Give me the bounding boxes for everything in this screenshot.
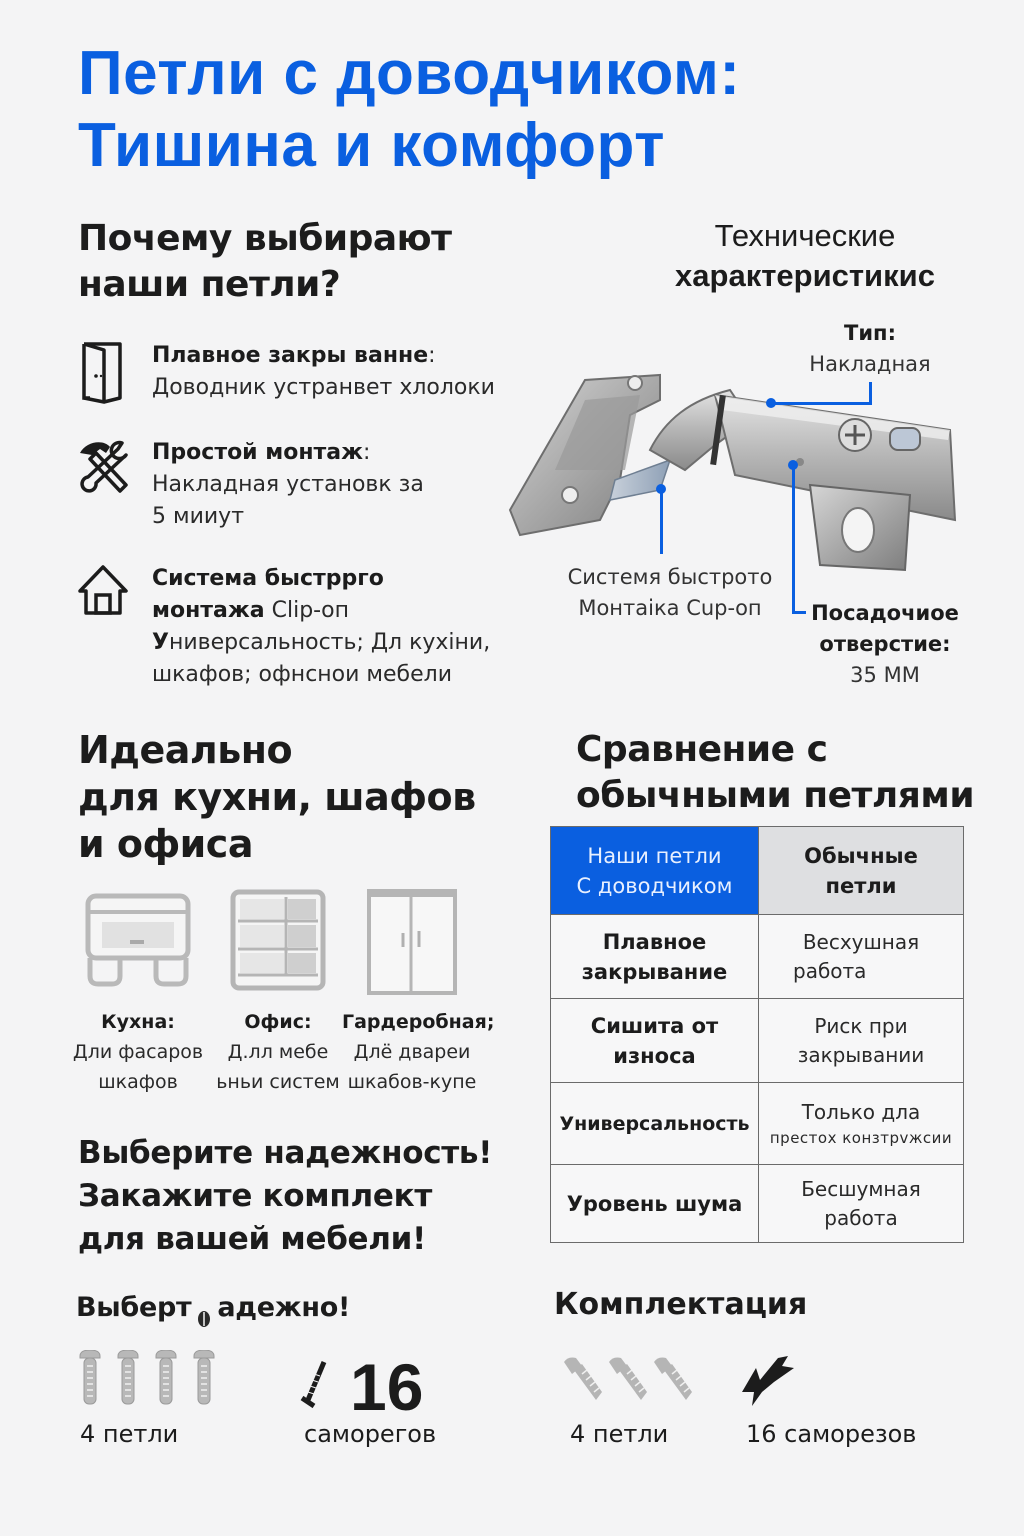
leader-dot-hole: [788, 460, 798, 470]
table-header-row: [551, 827, 964, 915]
table-row: [551, 999, 964, 1083]
usage-desc: Длё двареи: [353, 1041, 471, 1063]
comparison-section-title: [576, 727, 974, 819]
leader-line-type-v: [869, 382, 872, 405]
callout-hole-value: 35 ММ: [850, 663, 920, 687]
door-icon: [76, 340, 136, 410]
cell-line2: закрывание: [581, 959, 728, 984]
comparison-title-line2: обычными петлями: [576, 775, 975, 816]
header-our-hinges: [551, 827, 759, 915]
cell-line2: работа: [824, 1205, 898, 1230]
header-regular-hinges: [759, 827, 964, 915]
feature-title-line2: монтажа: [152, 598, 265, 623]
callout-mounting-hole: [805, 598, 965, 691]
kit-left-title: [76, 1288, 350, 1328]
feature-desc-line2: 5 мииут: [152, 504, 245, 529]
kit-left-screws-label: саморегов: [304, 1420, 437, 1448]
usage-wardrobe: [342, 885, 495, 1097]
callout-hole-label: Посадочиое: [811, 601, 959, 625]
cell-line1: Риск при: [814, 1013, 908, 1038]
feature-desc: Накладная установк за: [152, 472, 424, 497]
office-shelf-icon: [208, 885, 348, 995]
feature-title: Система быстррго: [152, 566, 384, 591]
tech-title-line1: Технические: [714, 218, 896, 253]
cell-line1: Сишита от: [590, 1013, 719, 1038]
cell-line1: Уровень шума: [566, 1191, 743, 1216]
cta-line2: Закажите комплект: [78, 1178, 432, 1214]
house-icon: [76, 563, 136, 633]
leader-line-hole-h: [792, 611, 806, 614]
leader-dot-clip: [656, 484, 666, 494]
hinge-photo: [500, 360, 970, 590]
header-other-line1: Обычные: [804, 843, 918, 868]
feature-clip-on: [76, 563, 490, 691]
usage-desc-line2: шкафов: [98, 1071, 178, 1093]
cta-line1: Выберите надежность!: [78, 1135, 493, 1171]
cell-line1: Весхушная: [802, 929, 920, 954]
table-row: [551, 915, 964, 999]
angled-screws-icon: [562, 1356, 696, 1410]
table-cell-regular: [759, 1083, 964, 1165]
kitchen-cabinet-icon: [68, 885, 208, 995]
leaf-glyph-icon: [195, 1300, 213, 1318]
tech-title-line2: характеристикис: [675, 258, 935, 293]
call-to-action: [78, 1132, 492, 1261]
ideal-title-line2: для кухни, шафов: [78, 775, 476, 819]
cell-line1: Бесшумная: [801, 1176, 921, 1201]
page-title-line1: Петли с доводчиком:: [78, 39, 741, 108]
feature-title: Плавное закры ванне: [152, 343, 429, 368]
ideal-title-line3: и офиса: [78, 822, 253, 866]
feature-title-suffix: Clip-оп: [264, 598, 349, 623]
ideal-title-line1: Идеально: [78, 728, 293, 772]
kit-right-title: Комплектация: [554, 1287, 808, 1322]
why-section-title: [78, 216, 452, 308]
leader-line-type: [770, 402, 872, 405]
callout-clip-line2: Монтаiка Cup-оп: [578, 596, 762, 620]
feature-desc: Доводник устранвет хлолоки: [152, 375, 495, 400]
comparison-title-line1: Сравнение с: [576, 729, 828, 770]
usage-office: [208, 885, 348, 1097]
table-cell-regular: [759, 1165, 964, 1243]
table-cell-feature: [551, 1165, 759, 1243]
leader-dot-type: [766, 398, 776, 408]
cell-line2: закрывании: [797, 1042, 925, 1067]
cell-line1: Только дла: [801, 1100, 921, 1124]
feature-desc: ниверсальность; Дл кухiни,: [168, 630, 491, 655]
hinge-screws-icon: [78, 1350, 218, 1414]
usage-desc-line2: ьньи систем: [216, 1071, 340, 1093]
page-title-line2: Тишина и комфорт: [78, 111, 665, 180]
table-row: [551, 1165, 964, 1243]
cell-line2: работа: [793, 958, 867, 983]
usage-desc: Д.лл мебе: [227, 1041, 329, 1063]
kit-left-title-a: Выберт: [76, 1292, 192, 1323]
callout-clip-line1: Системя быстрото: [567, 565, 773, 589]
table-cell-regular: [759, 999, 964, 1083]
ideal-section-title: [78, 727, 476, 868]
feature-desc-line2: шкафов; офнснои мебели: [152, 662, 453, 687]
kit-left-title-b: адежно!: [217, 1292, 350, 1323]
header-other-line2: петли: [825, 873, 897, 898]
table-row: [551, 1083, 964, 1165]
cell-line2: престох конзтрvжсии: [769, 1129, 953, 1147]
usage-label: Кухна:: [101, 1011, 175, 1033]
callout-hole-label-line2: отверстие:: [819, 632, 951, 656]
table-cell-regular: [759, 915, 964, 999]
kit-left-hinges-label: 4 петли: [80, 1420, 179, 1448]
wardrobe-icon: [342, 885, 482, 995]
leader-line-clip: [660, 490, 663, 554]
cell-line1: Универсальность: [559, 1112, 750, 1135]
cell-line1: Плавное: [602, 929, 707, 954]
feature-easy-install: [76, 437, 424, 533]
usage-desc-line2: шкабов-купе: [347, 1071, 477, 1093]
callout-type-label: Тип:: [844, 321, 896, 345]
callout-clip-system: [555, 562, 785, 624]
usage-desc: Дли фасаров: [72, 1041, 204, 1063]
cta-line3: для вашей мебели!: [78, 1221, 426, 1257]
screw-icon: [298, 1360, 328, 1414]
leader-line-hole: [792, 464, 795, 614]
why-title-line1: Почему выбирают: [78, 218, 452, 259]
tech-section-title: [600, 216, 1010, 296]
usage-label: Гардеробная;: [342, 1011, 495, 1033]
usage-label: Офис:: [244, 1011, 312, 1033]
why-title-line2: наши петли?: [78, 264, 341, 305]
cell-line2: износа: [613, 1043, 696, 1068]
feature-title-suffix: :: [363, 440, 371, 465]
feature-smooth-closing: [76, 340, 495, 410]
tools-icon: [76, 437, 136, 507]
page-title: [78, 38, 741, 182]
screw-bundle-icon: [738, 1352, 798, 1412]
feature-title-suffix: :: [428, 343, 436, 368]
kit-left-screws-count: 16: [350, 1350, 424, 1424]
table-cell-feature: [551, 915, 759, 999]
header-our-line2: С доводчиком: [576, 873, 733, 898]
kit-right-screws-label: 16 саморезов: [746, 1420, 917, 1448]
table-cell-feature: [551, 999, 759, 1083]
callout-type-value: Накладная: [809, 352, 931, 376]
feature-desc-initial: У: [152, 630, 169, 655]
feature-title: Простой монтаж: [152, 440, 364, 465]
header-our-line1: Наши петли: [587, 843, 722, 868]
usage-kitchen: [68, 885, 208, 1097]
comparison-table: [550, 826, 964, 1243]
table-cell-feature: [551, 1083, 759, 1165]
kit-right-hinges-label: 4 петли: [570, 1420, 669, 1448]
